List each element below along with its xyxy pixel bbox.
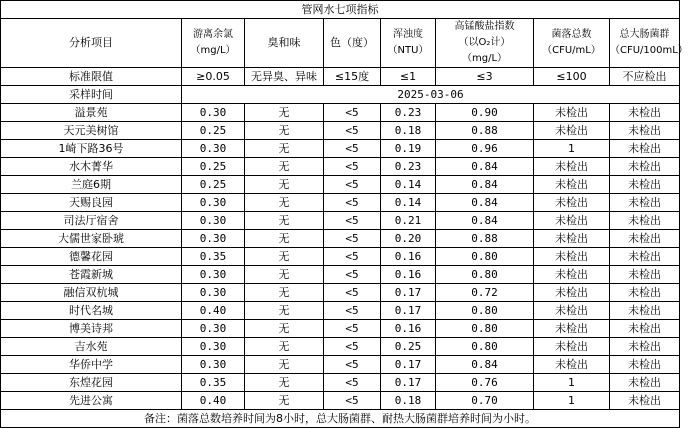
colony-value: 1 <box>534 140 610 158</box>
site-name: 兰庭6期 <box>1 176 182 194</box>
table-row <box>1 158 680 176</box>
header-cod-label: 高锰酸盐指数 <box>454 21 515 32</box>
coliform-value: 未检出 <box>610 356 680 374</box>
coliform-value: 未检出 <box>610 194 680 212</box>
limits-row <box>1 68 680 86</box>
colony-value: 未检出 <box>534 194 610 212</box>
odor-value: 无 <box>245 356 324 374</box>
limit-colony: ≤100 <box>534 68 610 86</box>
odor-value: 无 <box>245 320 324 338</box>
turbidity-value: 0.14 <box>381 194 436 212</box>
coliform-value: 未检出 <box>610 176 680 194</box>
odor-value: 无 <box>245 302 324 320</box>
table-row <box>1 104 680 122</box>
cod-value: 0.84 <box>436 356 534 374</box>
color-value: <5 <box>324 374 381 392</box>
chlorine-value: 0.25 <box>182 122 245 140</box>
cod-value: 0.84 <box>436 194 534 212</box>
limit-turbidity: ≤1 <box>381 68 436 86</box>
table-row <box>1 194 680 212</box>
cod-value: 0.72 <box>436 284 534 302</box>
chlorine-value: 0.25 <box>182 176 245 194</box>
turbidity-value: 0.20 <box>381 230 436 248</box>
colony-value: 未检出 <box>534 266 610 284</box>
coliform-value: 未检出 <box>610 140 680 158</box>
color-value: <5 <box>324 104 381 122</box>
site-name: 东煌花园 <box>1 374 182 392</box>
cod-value: 0.88 <box>436 230 534 248</box>
color-value: <5 <box>324 122 381 140</box>
sampling-date: 2025-03-06 <box>182 86 680 104</box>
header-turbidity <box>381 19 436 68</box>
odor-value: 无 <box>245 230 324 248</box>
header-color: 色（度） <box>324 19 381 68</box>
color-value: <5 <box>324 158 381 176</box>
cod-value: 0.80 <box>436 266 534 284</box>
header-turbidity-label: 浑浊度 <box>393 29 423 40</box>
color-value: <5 <box>324 176 381 194</box>
chlorine-value: 0.30 <box>182 320 245 338</box>
header-coliform-label: 总大肠菌群 <box>619 29 670 40</box>
limit-chlorine: ≥0.05 <box>182 68 245 86</box>
header-chlorine-label: 游离余氯 <box>193 29 233 40</box>
coliform-value: 未检出 <box>610 392 680 410</box>
table-row <box>1 320 680 338</box>
table-row <box>1 392 680 410</box>
cod-value: 0.88 <box>436 122 534 140</box>
site-name: 华侨中学 <box>1 356 182 374</box>
coliform-value: 未检出 <box>610 284 680 302</box>
turbidity-value: 0.17 <box>381 356 436 374</box>
turbidity-value: 0.18 <box>381 122 436 140</box>
turbidity-value: 0.17 <box>381 302 436 320</box>
site-name: 溢景苑 <box>1 104 182 122</box>
limit-coliform: 不应检出 <box>610 68 680 86</box>
table-row <box>1 140 680 158</box>
header-colony <box>534 19 610 68</box>
colony-value: 未检出 <box>534 248 610 266</box>
chlorine-value: 0.30 <box>182 140 245 158</box>
header-chlorine <box>182 19 245 68</box>
cod-value: 0.80 <box>436 320 534 338</box>
table-row <box>1 230 680 248</box>
header-cod-unit: （mg/L） <box>461 53 508 64</box>
odor-value: 无 <box>245 212 324 230</box>
coliform-value: 未检出 <box>610 320 680 338</box>
site-name: 苍霞新城 <box>1 266 182 284</box>
turbidity-value: 0.19 <box>381 140 436 158</box>
sampling-label: 采样时间 <box>1 86 182 104</box>
chlorine-value: 0.30 <box>182 104 245 122</box>
chlorine-value: 0.30 <box>182 338 245 356</box>
site-name: 天赐良园 <box>1 194 182 212</box>
colony-value: 未检出 <box>534 320 610 338</box>
coliform-value: 未检出 <box>610 338 680 356</box>
coliform-value: 未检出 <box>610 104 680 122</box>
cod-value: 0.84 <box>436 158 534 176</box>
site-name: 吉水苑 <box>1 338 182 356</box>
sampling-row <box>1 86 680 104</box>
color-value: <5 <box>324 338 381 356</box>
cod-value: 0.80 <box>436 302 534 320</box>
odor-value: 无 <box>245 266 324 284</box>
color-value: <5 <box>324 320 381 338</box>
site-name: 1崎下路36号 <box>1 140 182 158</box>
odor-value: 无 <box>245 392 324 410</box>
site-name: 水木菁华 <box>1 158 182 176</box>
colony-value: 未检出 <box>534 338 610 356</box>
coliform-value: 未检出 <box>610 212 680 230</box>
header-colony-unit: （CFU/mL） <box>542 45 601 56</box>
site-name: 司法厅宿舍 <box>1 212 182 230</box>
cod-value: 0.84 <box>436 176 534 194</box>
turbidity-value: 0.17 <box>381 374 436 392</box>
table-row <box>1 356 680 374</box>
header-row <box>1 19 680 68</box>
odor-value: 无 <box>245 374 324 392</box>
color-value: <5 <box>324 230 381 248</box>
chlorine-value: 0.35 <box>182 248 245 266</box>
header-odor: 臭和味 <box>245 19 324 68</box>
coliform-value: 未检出 <box>610 158 680 176</box>
chlorine-value: 0.30 <box>182 194 245 212</box>
header-coliform-unit: （CFU/100mL） <box>610 45 688 56</box>
cod-value: 0.80 <box>436 338 534 356</box>
header-coliform <box>610 19 688 68</box>
turbidity-value: 0.16 <box>381 266 436 284</box>
chlorine-value: 0.35 <box>182 374 245 392</box>
odor-value: 无 <box>245 194 324 212</box>
header-cod-basis: （以O₂计） <box>458 37 511 48</box>
chlorine-value: 0.30 <box>182 230 245 248</box>
colony-value: 未检出 <box>534 356 610 374</box>
site-name: 融信双杭城 <box>1 284 182 302</box>
limit-odor: 无异臭、异味 <box>245 68 324 86</box>
turbidity-value: 0.23 <box>381 104 436 122</box>
coliform-value: 未检出 <box>610 230 680 248</box>
table-row <box>1 266 680 284</box>
odor-value: 无 <box>245 104 324 122</box>
odor-value: 无 <box>245 284 324 302</box>
colony-value: 未检出 <box>534 158 610 176</box>
turbidity-value: 0.17 <box>381 284 436 302</box>
odor-value: 无 <box>245 176 324 194</box>
colony-value: 未检出 <box>534 302 610 320</box>
colony-value: 1 <box>534 374 610 392</box>
header-colony-label: 菌落总数 <box>551 29 592 40</box>
chlorine-value: 0.30 <box>182 356 245 374</box>
cod-value: 0.84 <box>436 212 534 230</box>
chlorine-value: 0.25 <box>182 158 245 176</box>
turbidity-value: 0.16 <box>381 248 436 266</box>
footnote: 备注：菌落总数培养时间为8小时，总大肠菌群、耐热大肠菌群培养时间为小时。 <box>1 410 680 428</box>
colony-value: 1 <box>534 392 610 410</box>
limits-label: 标准限值 <box>1 68 182 86</box>
table-row <box>1 374 680 392</box>
color-value: <5 <box>324 302 381 320</box>
coliform-value: 未检出 <box>610 248 680 266</box>
chlorine-value: 0.40 <box>182 392 245 410</box>
table-row <box>1 248 680 266</box>
color-value: <5 <box>324 194 381 212</box>
chlorine-value: 0.30 <box>182 284 245 302</box>
table-row <box>1 176 680 194</box>
limit-cod: ≤3 <box>436 68 534 86</box>
site-name: 德馨花园 <box>1 248 182 266</box>
table-row <box>1 122 680 140</box>
chlorine-value: 0.30 <box>182 212 245 230</box>
turbidity-value: 0.25 <box>381 338 436 356</box>
odor-value: 无 <box>245 248 324 266</box>
odor-value: 无 <box>245 140 324 158</box>
color-value: <5 <box>324 140 381 158</box>
turbidity-value: 0.18 <box>381 392 436 410</box>
colony-value: 未检出 <box>534 212 610 230</box>
header-chlorine-unit: （mg/L） <box>190 45 236 56</box>
color-value: <5 <box>324 356 381 374</box>
site-name: 大儒世家卧琥 <box>1 230 182 248</box>
coliform-value: 未检出 <box>610 122 680 140</box>
turbidity-value: 0.23 <box>381 158 436 176</box>
color-value: <5 <box>324 284 381 302</box>
table-row <box>1 302 680 320</box>
chlorine-value: 0.40 <box>182 302 245 320</box>
odor-value: 无 <box>245 158 324 176</box>
chlorine-value: 0.30 <box>182 266 245 284</box>
color-value: <5 <box>324 266 381 284</box>
header-cod <box>436 19 534 68</box>
color-value: <5 <box>324 212 381 230</box>
colony-value: 未检出 <box>534 230 610 248</box>
turbidity-value: 0.14 <box>381 176 436 194</box>
header-item: 分析项目 <box>1 19 182 68</box>
cod-value: 0.80 <box>436 248 534 266</box>
site-name: 博美诗邦 <box>1 320 182 338</box>
cod-value: 0.90 <box>436 104 534 122</box>
colony-value: 未检出 <box>534 122 610 140</box>
table-title: 管网水七项指标 <box>1 1 680 19</box>
turbidity-value: 0.16 <box>381 320 436 338</box>
table-row <box>1 212 680 230</box>
site-name: 天元美树馆 <box>1 122 182 140</box>
coliform-value: 未检出 <box>610 302 680 320</box>
color-value: <5 <box>324 248 381 266</box>
note-row <box>1 410 680 428</box>
turbidity-value: 0.21 <box>381 212 436 230</box>
colony-value: 未检出 <box>534 176 610 194</box>
odor-value: 无 <box>245 122 324 140</box>
cod-value: 0.70 <box>436 392 534 410</box>
limit-color: ≤15度 <box>324 68 381 86</box>
color-value: <5 <box>324 392 381 410</box>
coliform-value: 未检出 <box>610 266 680 284</box>
odor-value: 无 <box>245 338 324 356</box>
colony-value: 未检出 <box>534 284 610 302</box>
site-name: 时代名城 <box>1 302 182 320</box>
coliform-value: 未检出 <box>610 374 680 392</box>
title-row <box>1 1 680 19</box>
table-row <box>1 338 680 356</box>
cod-value: 0.76 <box>436 374 534 392</box>
table-row <box>1 284 680 302</box>
site-name: 先进公寓 <box>1 392 182 410</box>
header-turbidity-unit: （NTU） <box>387 45 429 56</box>
cod-value: 0.96 <box>436 140 534 158</box>
colony-value: 未检出 <box>534 104 610 122</box>
